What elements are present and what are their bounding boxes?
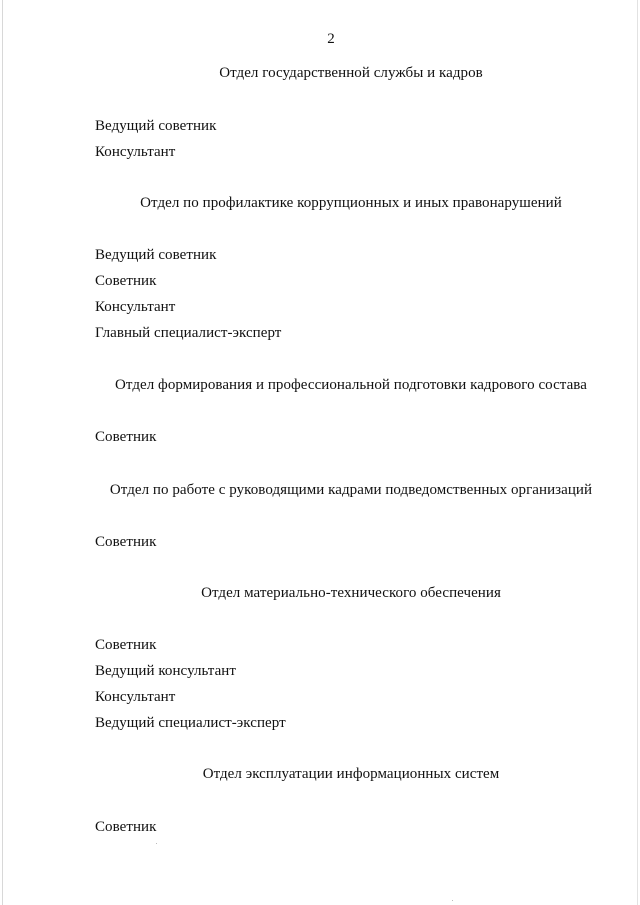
section-heading: Отдел эксплуатации информационных систем [202, 766, 500, 782]
position-item: Главный специалист-эксперт [95, 325, 282, 341]
position-item: Советник [95, 819, 157, 835]
scan-speck [452, 900, 453, 901]
section-heading: Отдел по профилактике коррупционных и иных правонарушений [140, 195, 562, 211]
position-item: Ведущий консультант [95, 663, 236, 679]
position-item: Ведущий советник [95, 118, 217, 134]
position-item: Консультант [95, 299, 176, 315]
section-heading: Отдел формирования и профессиональной подготовки кадрового состава [115, 377, 587, 393]
position-item: Ведущий специалист-эксперт [95, 715, 286, 731]
scan-speck [156, 843, 157, 844]
section-heading: Отдел материально-технического обеспечения [201, 585, 501, 601]
position-item: Консультант [95, 689, 176, 705]
position-item: Советник [95, 273, 157, 289]
position-item: Советник [95, 637, 157, 653]
position-item: Ведущий советник [95, 247, 217, 263]
section-heading: Отдел государственной службы и кадров [219, 65, 483, 81]
position-item: Советник [95, 429, 157, 445]
position-item: Консультант [95, 144, 176, 160]
page-number: 2 [327, 31, 335, 47]
section-heading: Отдел по работе с руководящими кадрами подведомственных организаций [109, 482, 593, 498]
position-item: Советник [95, 534, 157, 550]
